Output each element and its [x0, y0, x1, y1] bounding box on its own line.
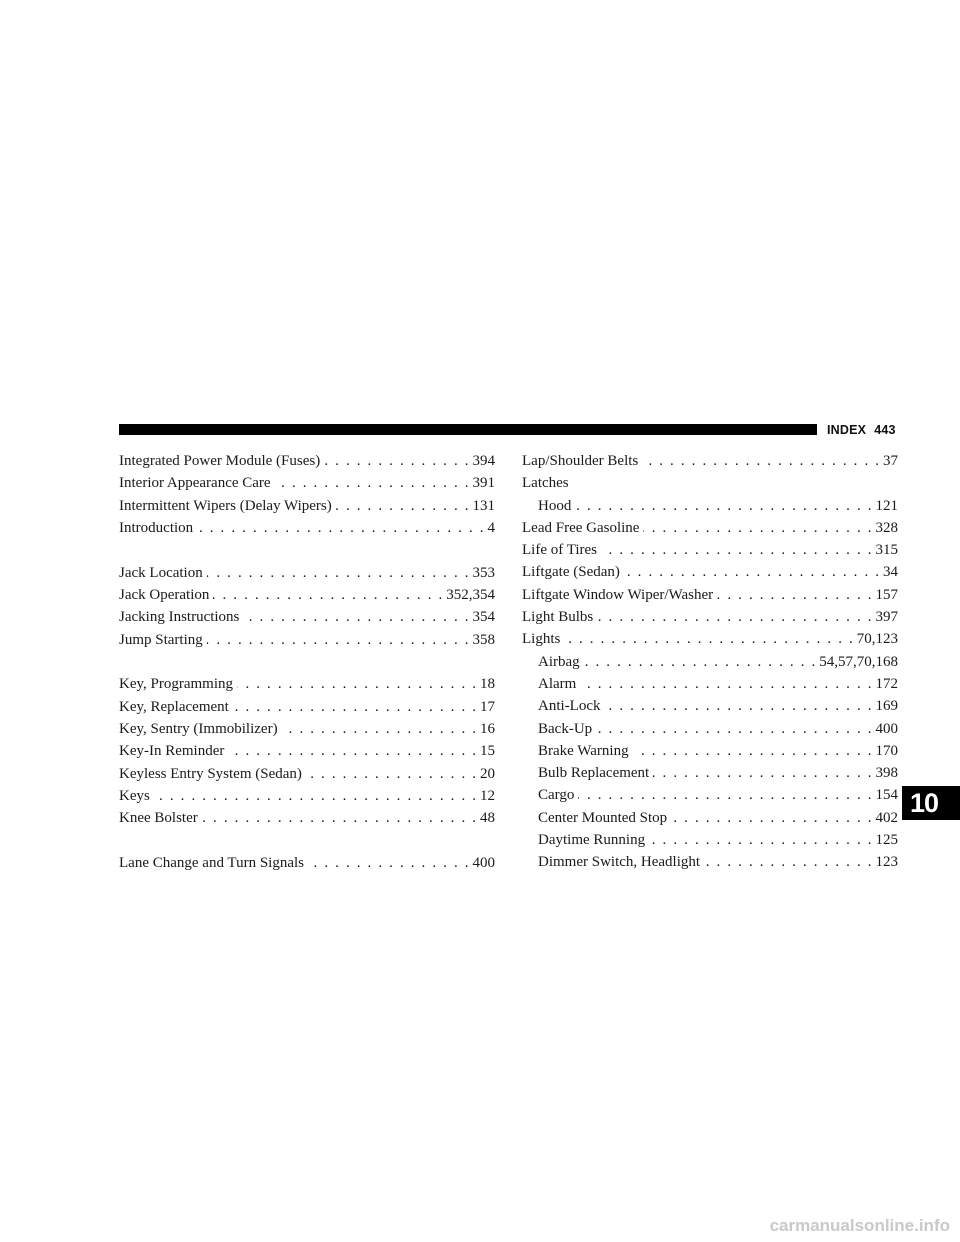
page-number: 443	[874, 423, 896, 437]
entry-term: Introduction	[119, 519, 194, 536]
dot-leader	[237, 673, 476, 695]
index-entry	[119, 472, 495, 494]
index-entry	[119, 718, 495, 740]
dot-leader	[207, 562, 469, 584]
entry-term: Liftgate Window Wiper/Washer	[522, 586, 714, 603]
dot-leader	[596, 718, 871, 740]
entry-gap	[119, 539, 495, 562]
entry-page-ref: 37	[883, 453, 898, 469]
entry-page-ref: 125	[875, 832, 898, 849]
entry-page-ref: 18	[480, 676, 495, 693]
index-subentry	[522, 740, 898, 762]
entry-term: Lane Change and Turn Signals	[119, 854, 304, 871]
entry-page-ref: 391	[472, 475, 495, 492]
entry-term: Daytime Running	[538, 832, 646, 849]
dot-leader	[308, 852, 469, 874]
dot-leader	[197, 517, 483, 539]
entry-term: Lap/Shoulder Belts	[522, 453, 639, 469]
entry-term: Keyless Entry System (Sedan)	[119, 765, 302, 782]
index-entry	[119, 495, 495, 517]
entry-gap	[119, 829, 495, 852]
entry-term: Keys	[119, 787, 150, 804]
index-entry	[522, 539, 898, 561]
index-entry	[119, 517, 495, 539]
dot-leader	[282, 718, 476, 740]
entry-term: Light Bulbs	[522, 609, 594, 626]
entry-term: Lights	[522, 631, 561, 648]
index-entry	[119, 629, 495, 651]
watermark: carmanualsonline.info	[769, 1216, 950, 1235]
entry-term: Anti-Lock	[538, 698, 601, 715]
index-entry	[522, 517, 898, 539]
entry-page-ref: 352,354	[446, 586, 495, 603]
dot-leader	[207, 629, 469, 651]
entry-term: Liftgate (Sedan)	[522, 564, 620, 581]
entry-page-ref: 12	[480, 787, 495, 804]
index-subentry	[522, 762, 898, 784]
entry-term: Jacking Instructions	[119, 609, 240, 626]
dot-leader	[233, 696, 476, 718]
entry-page-ref: 70,123	[856, 631, 898, 648]
index-subentry	[522, 851, 898, 873]
entry-page-ref: 170	[875, 742, 898, 759]
index-entry	[522, 561, 898, 583]
entry-term: Lead Free Gasoline	[522, 519, 640, 536]
entry-term: Key, Sentry (Immobilizer)	[119, 720, 278, 737]
entry-page-ref: 397	[875, 609, 898, 626]
index-entry	[522, 606, 898, 628]
entry-gap	[119, 651, 495, 674]
entry-term: Alarm	[538, 675, 577, 692]
index-subentry	[522, 673, 898, 695]
chapter-tab: 10	[902, 786, 960, 820]
dot-leader	[324, 450, 468, 472]
index-entry	[119, 673, 495, 695]
entry-term: Latches	[522, 475, 569, 492]
entry-term: Knee Bolster	[119, 810, 198, 827]
index-subentry	[522, 495, 898, 517]
dot-leader	[643, 517, 871, 539]
index-subentry	[522, 829, 898, 851]
dot-leader	[202, 807, 476, 829]
dot-leader	[228, 740, 476, 762]
index-entry	[119, 852, 495, 874]
entry-page-ref: 157	[875, 586, 898, 603]
entry-page-ref: 131	[472, 497, 495, 514]
index-subentry	[522, 718, 898, 740]
entry-term: Center Mounted Stop	[538, 809, 668, 826]
index-entry	[522, 472, 898, 494]
entry-page-ref: 34	[883, 564, 898, 581]
dot-leader	[717, 584, 871, 606]
dot-leader	[306, 763, 476, 785]
index-entry	[119, 785, 495, 807]
dot-leader	[624, 561, 879, 583]
index-subentry	[522, 651, 898, 673]
dot-leader	[604, 695, 871, 717]
entry-term: Key, Replacement	[119, 698, 229, 715]
dot-leader	[584, 651, 816, 673]
entry-page-ref: 4	[487, 519, 495, 536]
dot-leader	[578, 784, 871, 806]
dot-leader	[243, 606, 468, 628]
header-rule	[119, 424, 817, 435]
index-entry	[522, 628, 898, 650]
entry-term: Jack Location	[119, 564, 203, 581]
entry-page-ref: 169	[875, 698, 898, 715]
entry-page-ref: 354	[472, 609, 495, 626]
entry-page-ref: 398	[875, 765, 898, 782]
entry-page-ref: 121	[875, 497, 898, 514]
entry-page-ref: 400	[875, 720, 898, 737]
dot-leader	[633, 740, 872, 762]
dot-leader	[275, 472, 469, 494]
index-entry	[119, 696, 495, 718]
entry-page-ref: 16	[480, 720, 495, 737]
entry-page-ref: 353	[472, 564, 495, 581]
running-header	[827, 421, 896, 439]
entry-term: Life of Tires	[522, 542, 597, 559]
entry-page-ref: 172	[875, 675, 898, 692]
dot-leader	[601, 539, 872, 561]
entry-term: Interior Appearance Care	[119, 475, 271, 492]
entry-term: Hood	[538, 497, 572, 514]
entry-page-ref: 315	[875, 542, 898, 559]
dot-leader	[575, 495, 871, 517]
entry-term: Jump Starting	[119, 631, 203, 648]
index-entry	[522, 584, 898, 606]
index-entry	[119, 606, 495, 628]
entry-term: Back-Up	[538, 720, 593, 737]
dot-leader	[580, 673, 871, 695]
index-entry	[119, 584, 495, 606]
entry-term: Brake Warning	[538, 742, 629, 759]
entry-page-ref: 17	[480, 698, 495, 715]
dot-leader	[653, 762, 871, 784]
index-entry	[119, 450, 495, 472]
section-title: INDEX	[827, 423, 867, 437]
index-column-right	[522, 450, 898, 874]
dot-leader	[213, 584, 442, 606]
dot-leader	[564, 628, 852, 650]
index-subentry	[522, 784, 898, 806]
index-subentry	[522, 807, 898, 829]
index-entry	[119, 807, 495, 829]
dot-leader	[154, 785, 476, 807]
dot-leader	[597, 606, 871, 628]
entry-page-ref: 394	[472, 453, 495, 469]
index-subentry	[522, 695, 898, 717]
entry-page-ref: 48	[480, 810, 495, 827]
entry-page-ref: 123	[875, 854, 898, 871]
entry-page-ref: 54,57,70,168	[819, 653, 898, 670]
entry-term: Key-In Reminder	[119, 743, 225, 760]
entry-page-ref: 20	[480, 765, 495, 782]
entry-page-ref: 358	[472, 631, 495, 648]
entry-term: Cargo	[538, 787, 575, 804]
index-entry	[119, 740, 495, 762]
index-entry	[119, 763, 495, 785]
entry-term: Jack Operation	[119, 586, 210, 603]
dot-leader	[336, 495, 469, 517]
entry-term: Intermittent Wipers (Delay Wipers)	[119, 497, 332, 514]
entry-page-ref: 402	[875, 809, 898, 826]
dot-leader	[649, 829, 871, 851]
dot-leader	[671, 807, 871, 829]
entry-term: Airbag	[538, 653, 580, 670]
entry-page-ref: 15	[480, 743, 495, 760]
index-column-left	[119, 450, 495, 874]
entry-page-ref: 154	[875, 787, 898, 804]
entry-term: Bulb Replacement	[538, 765, 650, 782]
entry-term: Key, Programming	[119, 676, 234, 693]
dot-leader	[642, 450, 879, 472]
entry-page-ref: 400	[472, 854, 495, 871]
index-entry	[522, 450, 898, 472]
entry-page-ref: 328	[875, 519, 898, 536]
entry-term: Integrated Power Module (Fuses)	[119, 453, 321, 469]
index-entry	[119, 562, 495, 584]
entry-term: Dimmer Switch, Headlight	[538, 854, 701, 871]
dot-leader	[704, 851, 871, 873]
